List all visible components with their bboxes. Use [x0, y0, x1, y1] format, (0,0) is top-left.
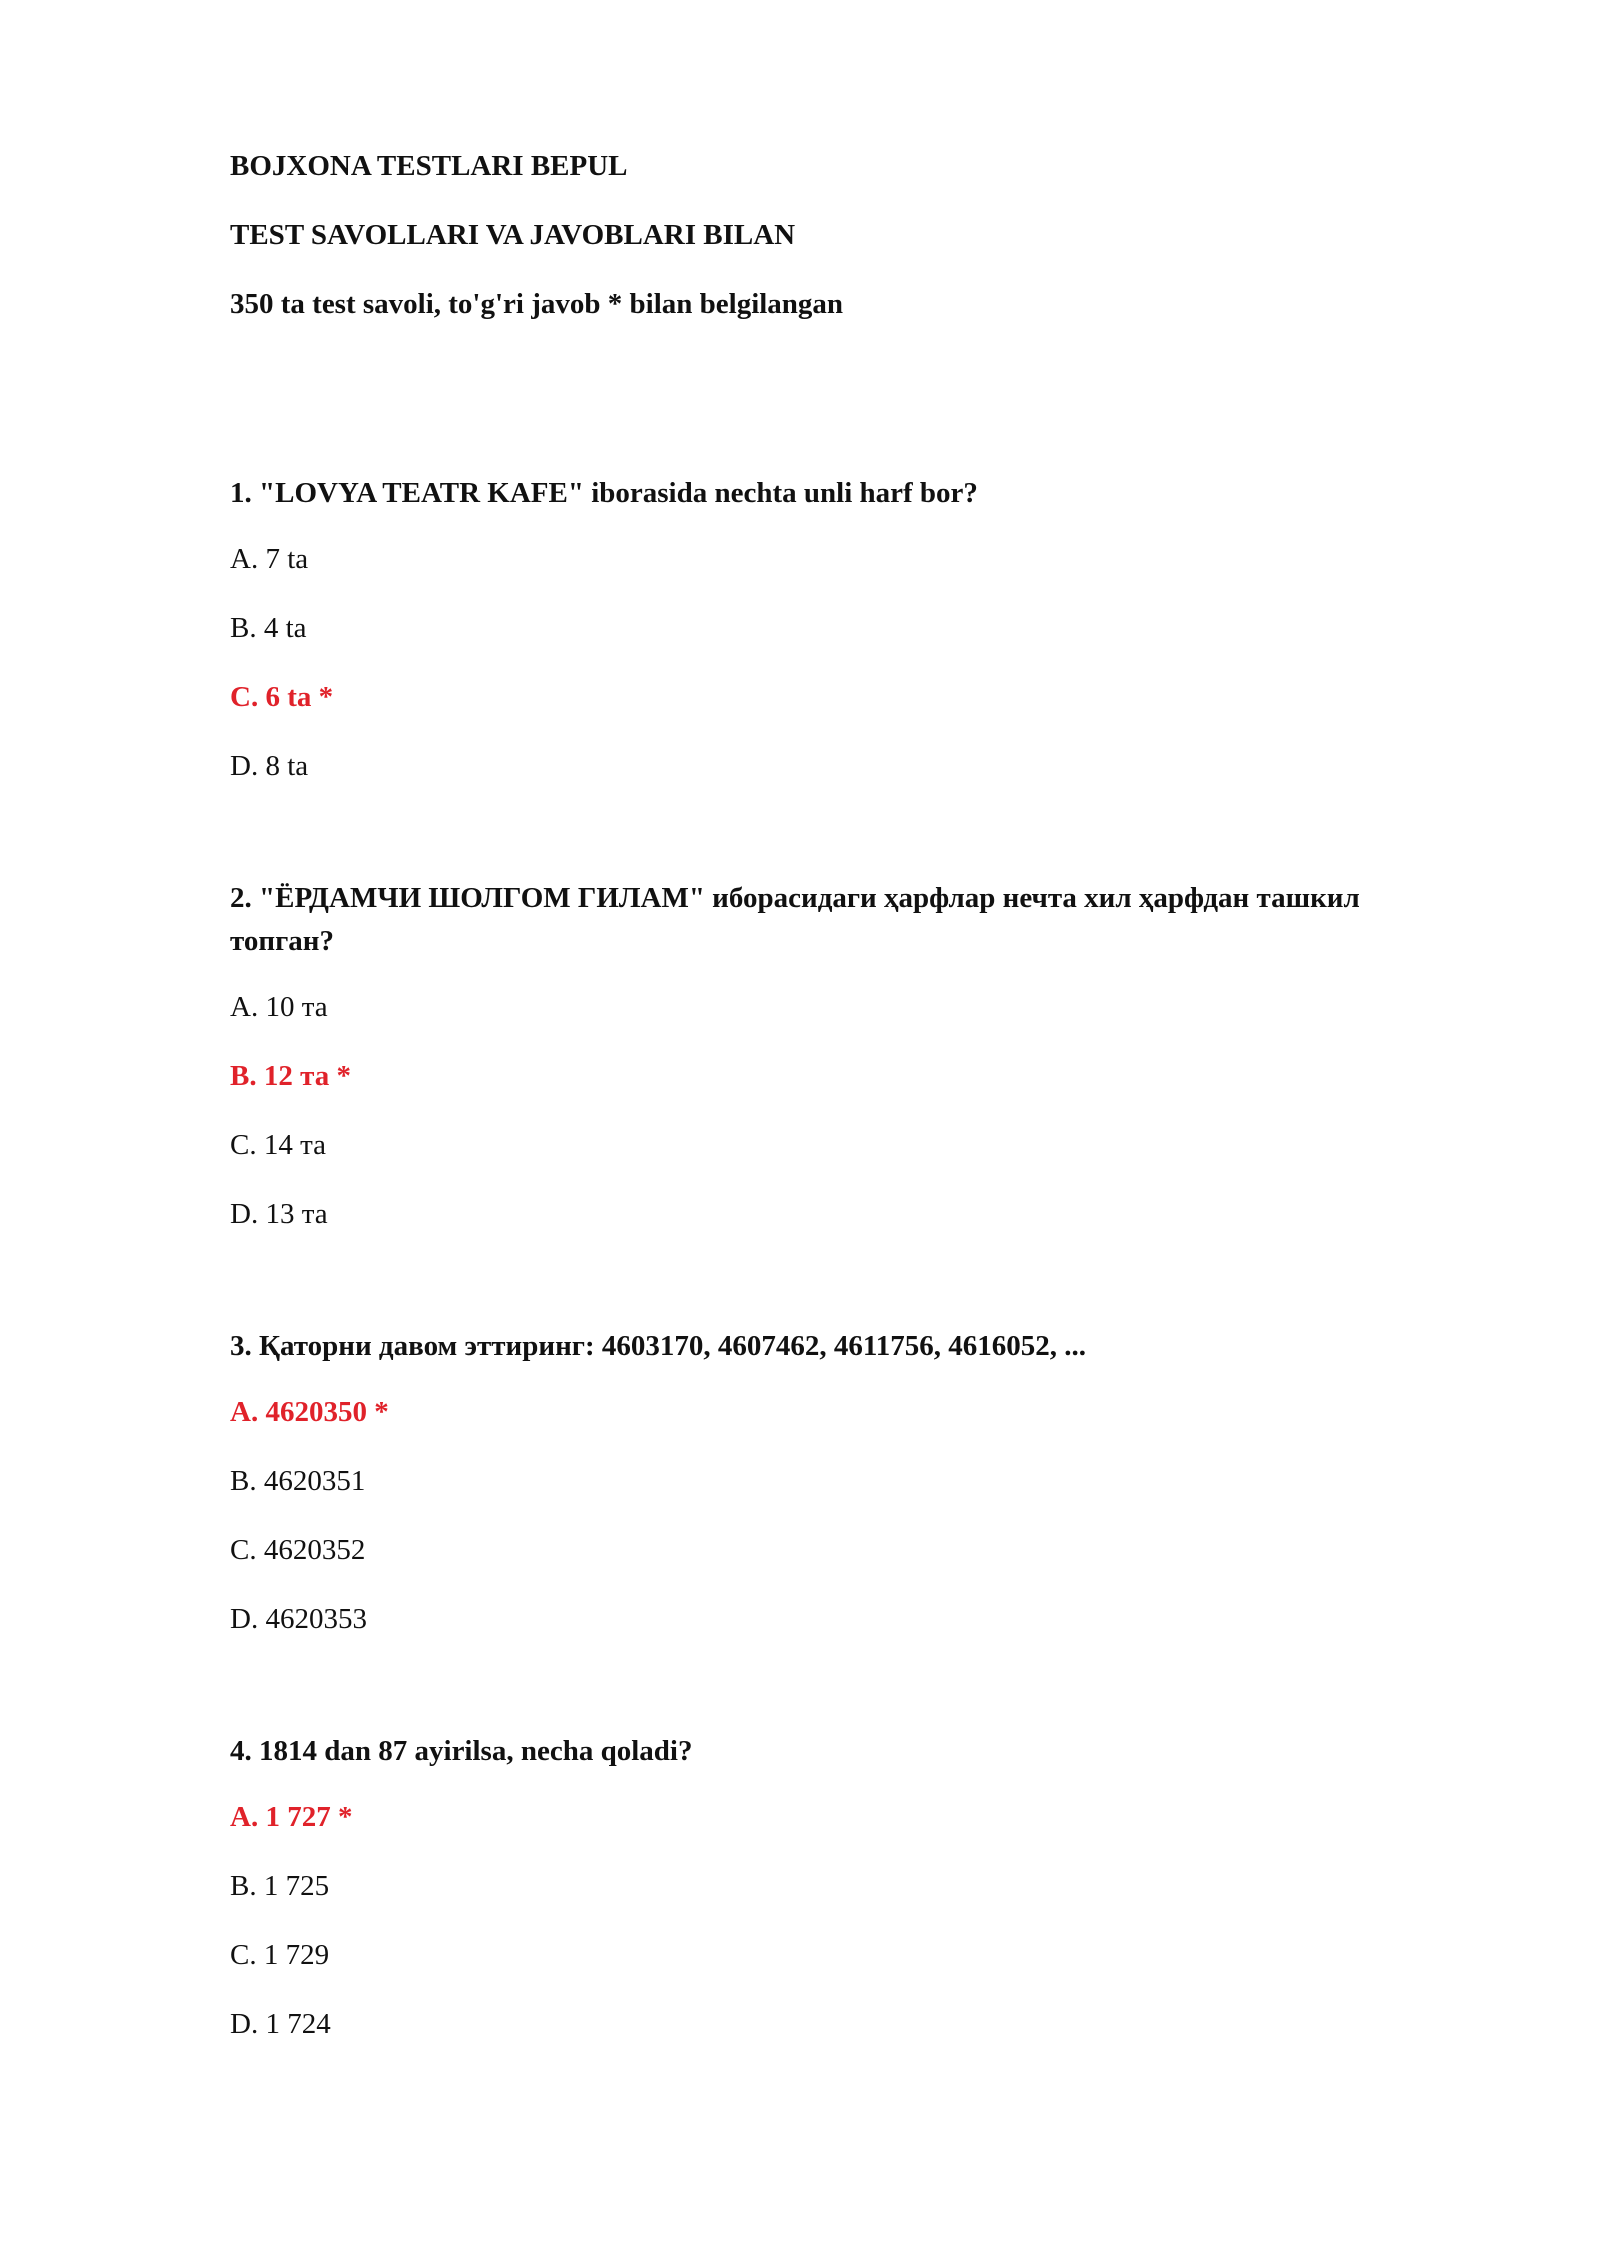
question-block [230, 1325, 1400, 1637]
answer-option: B. 4620351 [230, 1465, 366, 1497]
answer-option: D. 8 ta [230, 750, 309, 782]
question-block [230, 877, 1400, 1232]
correct-answer-option: C. 6 ta * [230, 681, 334, 713]
question-block [230, 1730, 1400, 2042]
answer-option: D. 1 724 [230, 2008, 331, 2040]
answer-option: C. 4620352 [230, 1534, 366, 1566]
question-text: 4. 1814 dan 87 ayirilsa, necha qoladi? [230, 1735, 693, 1767]
question-block [230, 472, 1400, 784]
question-text: 1. "LOVYA TEATR KAFE" iborasida nechta unli harf bor? [230, 477, 978, 509]
question-text: 3. Қаторни давом эттиринг: 4603170, 4607462, 4611756, 4616052, ... [230, 1330, 1087, 1362]
doc-title: BOJXONA TESTLARI BEPUL [230, 150, 628, 182]
answer-option: A. 10 та [230, 991, 328, 1023]
correct-answer-option: A. 1 727 * [230, 1801, 353, 1833]
question-text: 2. "ЁРДАМЧИ ШОЛГОМ ГИЛАМ" иборасидаги ҳарфлар нечта хил ҳарфдан ташкил топган? [230, 882, 1360, 957]
answer-option: C. 14 та [230, 1129, 326, 1161]
correct-answer-option: A. 4620350 * [230, 1396, 389, 1428]
doc-description: 350 ta test savoli, to'g'ri javob * bilan belgilangan [230, 288, 844, 320]
document-content [230, 148, 1400, 2135]
answer-option: A. 7 ta [230, 543, 309, 575]
doc-subtitle: TEST SAVOLLARI VA JAVOBLARI BILAN [230, 219, 796, 251]
answer-option: D. 13 та [230, 1198, 328, 1230]
answer-option: D. 4620353 [230, 1603, 367, 1635]
answer-option: B. 1 725 [230, 1870, 330, 1902]
answer-option: B. 4 ta [230, 612, 307, 644]
answer-option: C. 1 729 [230, 1939, 330, 1971]
correct-answer-option: B. 12 та * [230, 1060, 351, 1092]
